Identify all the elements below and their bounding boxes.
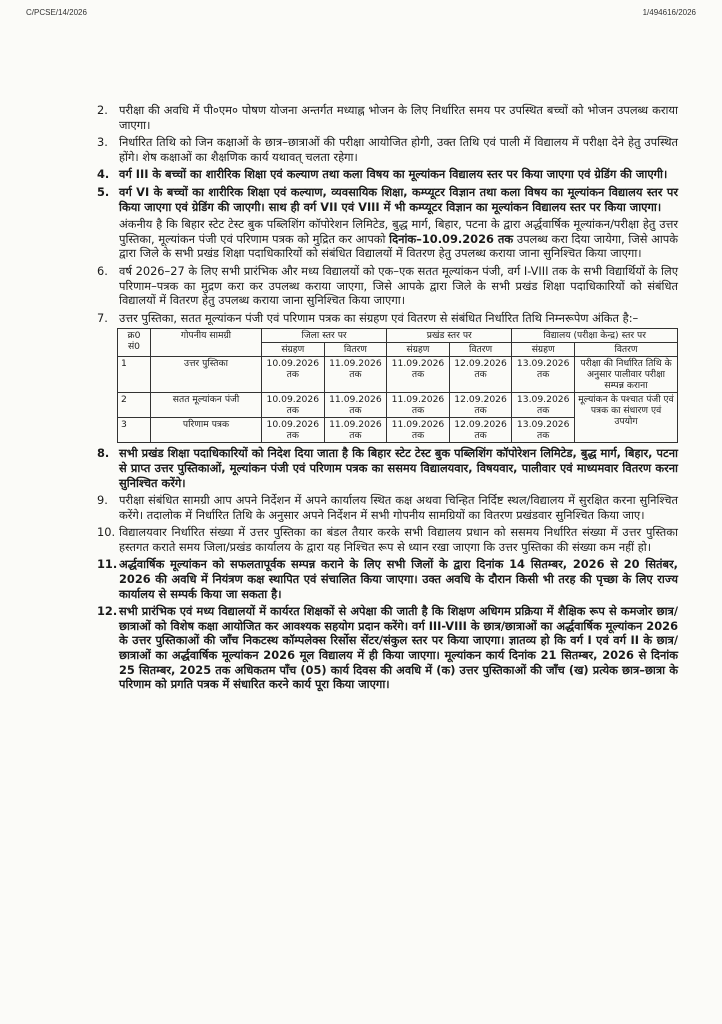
document-body — [97, 103, 678, 695]
cell-serial: 3 — [118, 418, 151, 443]
item-text: निर्धारित तिथि को जिन कक्षाओं के छात्र–छात्राओं की परीक्षा आयोजित होगी, उक्त तिथि एवं पाली में विद्यालय में परीक्षा देने हेतु उपस्थित होंगे। शेष कक्षाओं का शैक्षणिक कार्य यथावत् चलता रहेगा। — [119, 135, 678, 164]
table-row — [118, 357, 678, 393]
cell-item: परिणाम पत्रक — [151, 418, 262, 443]
cell-district-distribute: 11.09.2026 तक — [324, 393, 387, 418]
item-number: 11. — [97, 557, 118, 572]
item-2 — [97, 103, 678, 132]
note-text-cont: उपलब्ध करा दिया जायेगा, जिसे आपके द्वारा जिले के सभी प्रखंड शिक्षा पदाधिकारियों को संबंधित विद्यालयों में वितरण हेतु उपलब्ध कराया जाना सुनिश्चित किया जाएगा। — [119, 231, 678, 261]
sub-collect: संग्रहण — [262, 343, 325, 357]
cell-district-collect: 10.09.2026 तक — [262, 418, 325, 443]
file-number: 1/494616/2026 — [642, 8, 696, 17]
item-number: 9. — [97, 493, 108, 508]
schedule-table — [117, 328, 678, 443]
group-block: प्रखंड स्तर पर — [387, 329, 512, 343]
item-number: 7. — [97, 310, 108, 325]
item-text: परीक्षा संबंधित सामग्री आप अपने निर्देशन में अपने कार्यालय स्थित कक्ष अथवा चिन्हित निर्दिष्ट स्थल/विद्यालय में सुरक्षित करना सुनिश्चित करेंगे। तदालोक में निर्धारित तिथि के अनुसार अपने निर्देशन में सभी गोपनीय सामग्रियों का वितरण प्रखंडवार सुनिश्चित किया जाए। — [119, 493, 678, 522]
supply-date: दिनांक–10.09.2026 तक — [389, 231, 514, 246]
item-number: 4. — [97, 167, 110, 182]
item-text: वर्ग III के बच्चों का शारीरिक शिक्षा एवं कल्याण तथा कला विषय का मूल्यांकन विद्यालय स्तर पर किया जाएगा एवं ग्रेडिंग की जाएगी। — [119, 167, 668, 182]
table-row — [118, 393, 678, 418]
col-item: गोपनीय सामग्री — [151, 329, 262, 357]
item-5-note — [105, 217, 678, 261]
item-5 — [97, 184, 678, 214]
cell-block-distribute: 12.09.2026 तक — [449, 418, 512, 443]
item-8 — [97, 446, 678, 490]
cell-item: सतत मूल्यांकन पंजी — [151, 393, 262, 418]
cell-district-distribute: 11.09.2026 तक — [324, 418, 387, 443]
col-serial: क्र0 सं0 — [118, 329, 151, 357]
cell-school-collect: 13.09.2026 तक — [512, 418, 575, 443]
cell-block-collect: 11.09.2026 तक — [387, 393, 450, 418]
item-3 — [97, 135, 678, 164]
item-number: 2. — [97, 103, 108, 117]
item-10 — [97, 525, 678, 554]
item-4 — [97, 167, 678, 182]
item-number: 8. — [97, 446, 110, 461]
item-text: परीक्षा की अवधि में पी०एम० पोषण योजना अन्तर्गत मध्याह्न भोजन के लिए निर्धारित समय पर उपस्थित बच्चों को भोजन उपलब्ध कराया जाएगा। — [119, 103, 678, 132]
group-school: विद्यालय (परीक्षा केन्द्र) स्तर पर — [512, 329, 678, 343]
cell-district-distribute: 11.09.2026 तक — [324, 357, 387, 393]
item-number: 3. — [97, 135, 108, 150]
item-text: अर्द्धवार्षिक मूल्यांकन को सफलतापूर्वक सम्पन्न कराने के लिए सभी जिलों के द्वारा दिनांक 14 सितम्बर, 2026 से 20 सितंबर, 2026 की अवधि में नियंत्रण कक्ष स्थापित एवं संचालित किया जाएगा। उक्त अवधि के दौरान किसी भी तरह की पृच्छा के लिए राज्य कार्यालय से सम्पर्क किया जा सकता है। — [119, 557, 678, 601]
item-9 — [97, 493, 678, 522]
cell-block-distribute: 12.09.2026 तक — [449, 393, 512, 418]
item-number: 6. — [97, 263, 108, 278]
letter-code: C/PCSE/14/2026 — [26, 8, 87, 17]
cell-block-collect: 11.09.2026 तक — [387, 357, 450, 393]
item-number: 10. — [97, 525, 116, 540]
group-district: जिला स्तर पर — [262, 329, 387, 343]
cell-district-collect: 10.09.2026 तक — [262, 393, 325, 418]
item-text: विद्यालयवार निर्धारित संख्या में उत्तर पुस्तिका का बंडल तैयार करके सभी विद्यालय प्रधान को ससमय निर्धारित संख्या में उत्तर पुस्तिका हस्तगत कराते समय जिला/प्रखंड कार्यालय के द्वारा यह निश्चित रूप से ध्यान रखा जाएगा कि उत्तर पुस्तिका की संख्या कम नहीं हो। — [119, 525, 678, 554]
item-6 — [97, 263, 678, 308]
item-text: उत्तर पुस्तिका, सतत मूल्यांकन पंजी एवं परिणाम पत्रक का संग्रहण एवं वितरण से संबंधित निर्धारित तिथि निम्नरूपेण अंकित है:– — [119, 310, 639, 325]
cell-block-distribute: 12.09.2026 तक — [449, 357, 512, 393]
item-text: सभी प्रखंड शिक्षा पदाधिकारियों को निदेश दिया जाता है कि बिहार स्टेट टेस्ट बुक पब्लिशिंग कॉपोरेशन लिमिटेड, बुद्ध मार्ग, बिहार, पटना से प्राप्त उत्तर पुस्तिकाओं, मूल्यांकन पंजी एवं परिणाम पत्रक का ससमय विद्यालयवार, विषयवार, पालीवार एवं माध्यमवार वितरण करना सुनिश्चित करेंगे। — [119, 446, 678, 490]
cell-item: उत्तर पुस्तिका — [151, 357, 262, 393]
item-text: वर्ष 2026–27 के लिए सभी प्रारंभिक और मध्य विद्यालयों को एक–एक सतत मूल्यांकन पंजी, वर्ग I-VIII तक के सभी विद्यार्थियों के लिए परिणाम–पत्रक का मुद्रण करा कर उपलब्ध कराया जाएगा, जिसे आपके द्वारा जिले के सभी प्रखंड शिक्षा पदाधिकारियों को संबंधित विद्यालयों में वितरण हेतु उपलब्ध कराया जाना सुनिश्चित किया जाएगा। — [119, 263, 678, 308]
sub-distribute: वितरण — [324, 343, 387, 357]
cell-district-collect: 10.09.2026 तक — [262, 357, 325, 393]
sub-distribute: वितरण — [575, 343, 678, 357]
cell-school-collect: 13.09.2026 तक — [512, 357, 575, 393]
sub-distribute: वितरण — [449, 343, 512, 357]
cell-school-collect: 13.09.2026 तक — [512, 393, 575, 418]
item-7 — [97, 310, 678, 326]
cell-serial: 1 — [118, 357, 151, 393]
item-11 — [97, 557, 678, 601]
sub-collect: संग्रहण — [387, 343, 450, 357]
cell-block-collect: 11.09.2026 तक — [387, 418, 450, 443]
item-12 — [97, 604, 678, 692]
item-number: 5. — [97, 184, 110, 199]
cell-school-distribute: परीक्षा की निर्धारित तिथि के अनुसार पालीवार परीक्षा सम्पन्न कराना — [575, 357, 678, 393]
sub-collect: संग्रहण — [512, 343, 575, 357]
item-text: वर्ग VI के बच्चों का शारीरिक शिक्षा एवं कल्याण, व्यवसायिक शिक्षा, कम्प्यूटर विज्ञान तथा कला विषय का मूल्यांकन विद्यालय स्तर पर किया जाएगा एवं ग्रेडिंग की जाएगी। साथ ही वर्ग VII एवं VIII में भी कम्प्यूटर विज्ञान का मूल्यांकन विद्यालय स्तर पर किया जाएगा। — [119, 184, 678, 214]
cell-serial: 2 — [118, 393, 151, 418]
item-text: सभी प्रारंभिक एवं मध्य विद्यालयों में कार्यरत शिक्षकों से अपेक्षा की जाती है कि शिक्षण अधिगम प्रक्रिया में शैक्षिक रूप से कमजोर छात्र/छात्राओं को विशेष कक्षा आयोजित कर आवश्यक सहयोग प्रदान करेंगे। वर्ग III-VIII के छात्र/छात्राओं का अर्द्धवार्षिक मूल्यांकन 2026 के उत्तर पुस्तिकाओं की जाँच निकटस्थ कॉम्पलेक्स रिर्सोस सेंटर/संकुल स्तर पर किया जाएगा। ज्ञातव्य हो कि वर्ग I एवं वर्ग II के छात्र/छात्राओं का अर्द्धवार्षिक मूल्यांकन 2026 मूल विद्यालय में ही किया जाएगा। मूल्यांकन कार्य दिनांक 21 सितम्बर, 2026 से दिनांक 25 सितम्बर, 2025 तक अधिकतम पाँच (05) कार्य दिवस की अवधि में (क) उत्तर पुस्तिकाओं की जाँच (ख) प्रत्येक छात्र–छात्रा के परिणाम को प्रगति पत्रक में संधारित करने कार्य पूरा किया जाएगा। — [119, 604, 678, 692]
cell-school-distribute: मूल्यांकन के पश्चात पंजी एवं पत्रक का संधारण एवं उपयोग — [575, 393, 678, 443]
note-text: अंकनीय है कि बिहार स्टेट टेस्ट बुक पब्लिशिंग कॉपोरेशन लिमिटेड, बुद्ध मार्ग, बिहार, पटना के द्वारा अर्द्धवार्षिक मूल्यांकन/परीक्षा हेतु उत्तर पुस्तिका, मूल्यांकन पंजी एवं परिणाम पत्रक को मुद्रित कर आपको — [119, 217, 678, 246]
item-number: 12. — [97, 604, 118, 619]
